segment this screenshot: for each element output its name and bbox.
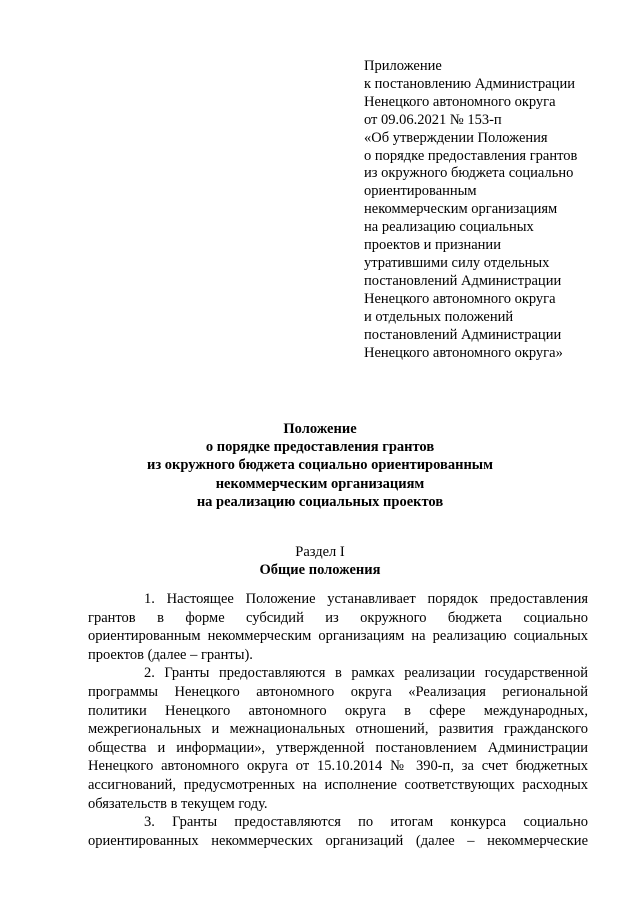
document-title [0, 420, 640, 511]
appendix-header [364, 58, 614, 362]
appendix-line: от 09.06.2021 № 153-п [364, 111, 502, 128]
appendix-line: проектов и признании [364, 237, 501, 254]
paragraph-2 [88, 664, 588, 813]
appendix-line: Ненецкого автономного округа [364, 290, 556, 307]
appendix-line: некоммерческим организациям [364, 201, 558, 218]
title-line: на реализацию социальных проектов [196, 493, 444, 510]
appendix-line: Ненецкого автономного округа [364, 93, 556, 110]
appendix-line: Ненецкого автономного округа» [364, 344, 563, 361]
appendix-line: Приложение [364, 58, 442, 74]
paragraph-line: грантов в форме субсидий из окружного бюджета социально [88, 609, 588, 626]
appendix-line: постановлений Администрации [364, 272, 562, 289]
paragraph-line: 1. Настоящее Положение устанавливает порядок предоставления [144, 591, 588, 607]
paragraph-line: общества и информации», утвержденной постановлением Администрации [88, 739, 588, 756]
appendix-line: ориентированным [364, 183, 477, 200]
section-label: Раздел I [295, 544, 345, 560]
paragraph-line: 2. Гранты предоставляются в рамках реализации государственной [144, 665, 588, 682]
paragraph-line: Ненецкого автономного округа от 15.10.2014 № 390-п, за счет бюджетных [88, 758, 588, 775]
appendix-line: из окружного бюджета социально [364, 165, 574, 182]
body-text [88, 590, 588, 850]
appendix-line: утратившими силу отдельных [364, 254, 550, 271]
appendix-line: к постановлению Администрации [364, 75, 575, 92]
paragraph-line: ориентированным некоммерческим организациям на реализацию социальных [88, 628, 588, 645]
appendix-line: постановлений Администрации [364, 326, 562, 343]
paragraph-line: политики Ненецкого автономного округа в сфере международных, [88, 702, 588, 719]
appendix-line: о порядке предоставления грантов [364, 147, 578, 164]
paragraph-1 [88, 590, 588, 664]
paragraph-line: обязательств в текущем году. [88, 795, 268, 812]
section-title: Общие положения [259, 562, 381, 578]
paragraph-line: ассигнований, предусмотренных на исполнение соответствующих расходных [88, 776, 588, 793]
paragraph-line: программы Ненецкого автономного округа «Реализация региональной [88, 683, 588, 700]
paragraph-line: 3. Гранты предоставляются по итогам конкурса социально [144, 814, 588, 831]
appendix-line: и отдельных положений [364, 308, 514, 325]
appendix-line: на реализацию социальных [364, 219, 534, 236]
title-line: из окружного бюджета социально ориентированным [146, 457, 493, 474]
title-line: некоммерческим организациям [215, 475, 425, 492]
paragraph-line: проектов (далее – гранты). [88, 646, 253, 663]
paragraph-3 [88, 813, 588, 850]
appendix-line: «Об утверждении Положения [364, 129, 548, 146]
title-line: о порядке предоставления грантов [205, 439, 435, 456]
title-line: Положение [283, 421, 357, 437]
paragraph-line: ориентированных некоммерческих организаций (далее – некоммерческие [88, 832, 588, 849]
paragraph-line: межрегиональных и межнациональных отношений, развития гражданского [88, 721, 588, 738]
